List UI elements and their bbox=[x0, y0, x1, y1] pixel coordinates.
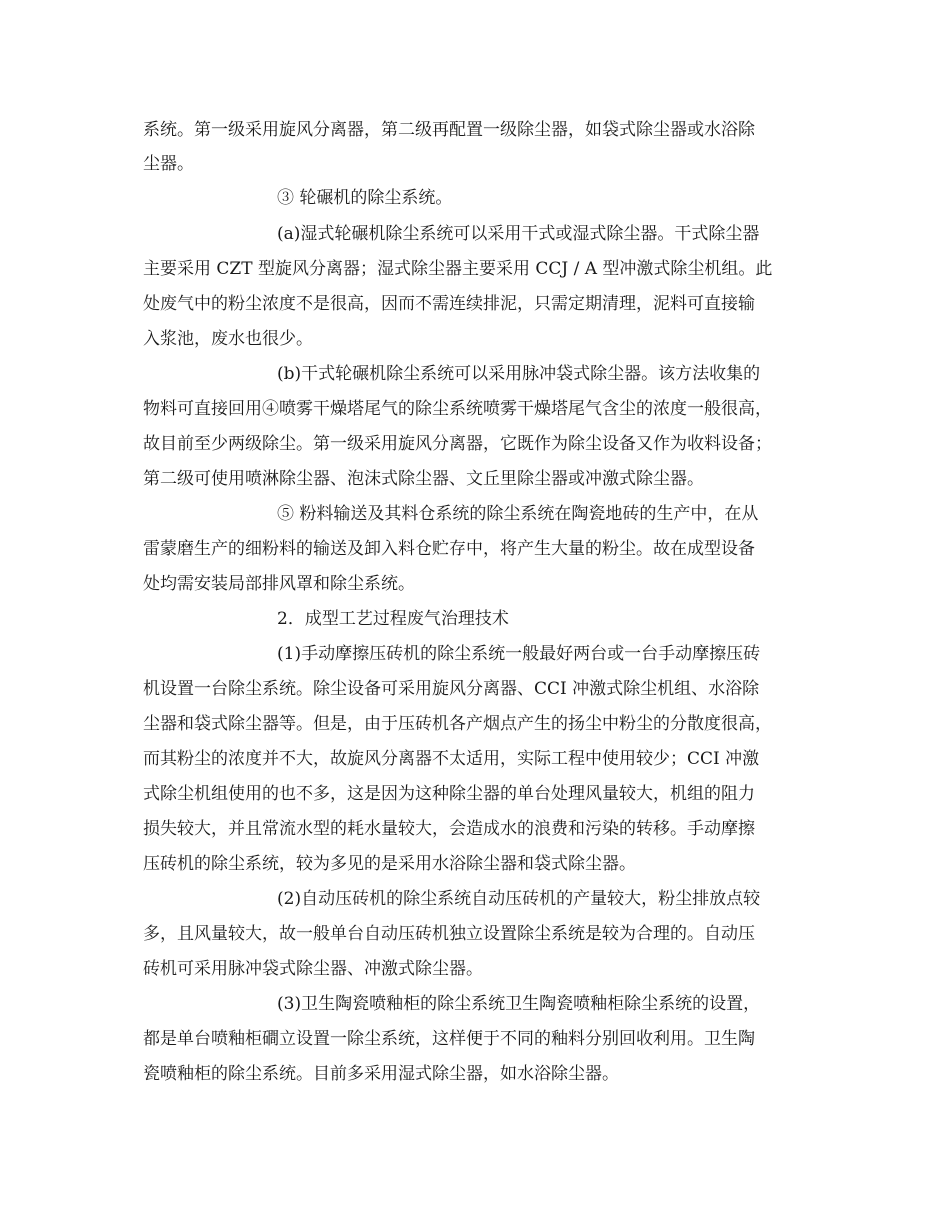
paragraph-start: (a)湿式轮碾机除尘系统可以采用干式或湿式除尘器。干式除尘器 bbox=[277, 224, 760, 244]
text-line: 瓷喷釉柜的除尘系统。目前多采用湿式除尘器，如水浴除尘器。 bbox=[143, 1064, 619, 1084]
text-line: 式除尘机组使用的也不多，这是因为这种除尘器的单台处理风量较大，机组的阻力 bbox=[143, 784, 755, 804]
text-line: 故目前至少两级除尘。第一级采用旋风分离器，它既作为除尘设备又作为收料设备； bbox=[143, 434, 772, 454]
paragraph-start: ⑤ 粉料输送及其料仓系统的除尘系统在陶瓷地砖的生产中，在从 bbox=[277, 504, 759, 524]
text-line: 损失较大，并且常流水型的耗水量较大，会造成水的浪费和污染的转移。手动摩擦 bbox=[143, 819, 755, 839]
text-line: 处均需安装局部排风罩和除尘系统。 bbox=[143, 574, 415, 594]
paragraph-start: (1)手动摩擦压砖机的除尘系统一般最好两台或一台手动摩擦压砖 bbox=[277, 644, 761, 664]
text-line: 而其粉尘的浓度并不大，故旋风分离器不太适用，实际工程中使用较少；CCI 冲激 bbox=[143, 749, 760, 769]
text-line: 第二级可使用喷淋除尘器、泡沫式除尘器、文丘里除尘器或冲激式除尘器。 bbox=[143, 469, 704, 489]
paragraph-start: (b)干式轮碾机除尘系统可以采用脉冲袋式除尘器。该方法收集的 bbox=[277, 364, 761, 384]
text-line: 入浆池，废水也很少。 bbox=[143, 329, 313, 349]
text-line: 雷蒙磨生产的细粉料的输送及卸入料仓贮存中，将产生大量的粉尘。故在成型设备 bbox=[143, 539, 755, 559]
text-line: 砖机可采用脉冲袋式除尘器、冲激式除尘器。 bbox=[143, 959, 483, 979]
section-heading: 2．成型工艺过程废气治理技术 bbox=[277, 609, 509, 629]
text-line: 尘器和袋式除尘器等。但是，由于压砖机各产烟点产生的扬尘中粉尘的分散度很高， bbox=[143, 714, 772, 734]
section-heading: ③ 轮碾机的除尘系统。 bbox=[277, 188, 453, 208]
text-line: 都是单台喷釉柜磵立设置一除尘系统，这样便于不同的釉料分别回收利用。卫生陶 bbox=[143, 1029, 755, 1049]
text-line: 尘器。 bbox=[143, 154, 194, 174]
text-line: 机设置一台除尘系统。除尘设备可采用旋风分离器、CCI 冲激式除尘机组、水浴除 bbox=[143, 679, 760, 699]
text-line: 系统。第一级采用旋风分离器，第二级再配置一级除尘器，如袋式除尘器或水浴除 bbox=[143, 120, 755, 140]
text-line: 主要采用 CZT 型旋风分离器；湿式除尘器主要采用 CCJ / A 型冲激式除尘机组。此 bbox=[143, 259, 773, 279]
paragraph-start: (2)自动压砖机的除尘系统自动压砖机的产量较大，粉尘排放点较 bbox=[277, 889, 761, 909]
text-line: 处废气中的粉尘浓度不是很高，因而不需连续排泥，只需定期清理，泥料可直接输 bbox=[143, 294, 755, 314]
text-line: 物料可直接回用④喷雾干燥塔尾气的除尘系统喷雾干燥塔尾气含尘的浓度一般很高， bbox=[143, 399, 772, 419]
paragraph-start: (3)卫生陶瓷喷釉柜的除尘系统卫生陶瓷喷釉柜除尘系统的设置， bbox=[277, 994, 761, 1014]
text-line: 多，且风量较大，故一般单台自动压砖机独立设置除尘系统是较为合理的。自动压 bbox=[143, 924, 755, 944]
text-line: 压砖机的除尘系统，较为多见的是采用水浴除尘器和袋式除尘器。 bbox=[143, 854, 636, 874]
